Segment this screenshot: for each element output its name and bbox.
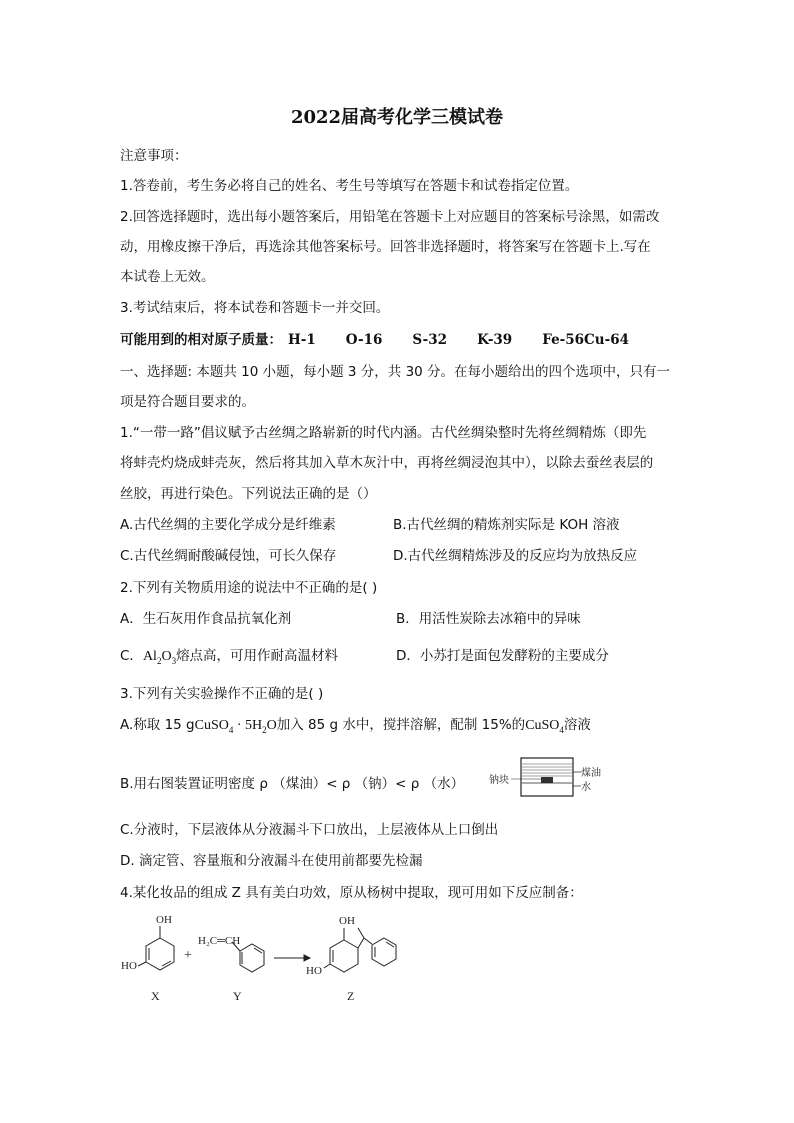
atomic-mass-label: 可能用到的相对原子质量： xyxy=(120,332,282,348)
note-2-line-3: 本试卷上无效。 xyxy=(120,269,215,285)
molecule-z xyxy=(324,928,396,972)
reaction-scheme xyxy=(118,908,418,1008)
x-oh-top: OH xyxy=(156,914,172,926)
q2-option-b: B．用活性炭除去冰箱中的异味 xyxy=(396,611,581,627)
label-z: Z xyxy=(347,989,355,1003)
label-x: X xyxy=(151,989,160,1003)
atomic-mass-s: S-32 xyxy=(412,332,448,348)
q2-c-prefix: C． xyxy=(120,648,143,664)
q3-option-c: C.分液时，下层液体从分液漏斗下口放出，上层液体从上口倒出 xyxy=(120,822,499,838)
q3-a-formula-2 xyxy=(525,718,564,733)
atomic-mass-fe-cu: Fe-56Cu-64 xyxy=(542,332,629,348)
q3-a-formula-1 xyxy=(195,718,277,733)
reaction-arrow xyxy=(274,955,310,961)
atomic-mass-h: H-1 xyxy=(288,332,316,348)
q3-a-end: 溶液 xyxy=(563,717,591,733)
q1-option-d: D.古代丝绸精炼涉及的反应均为放热反应 xyxy=(393,548,638,564)
q2-option-c xyxy=(120,646,338,671)
q1-stem-line-3: 丝胶，再进行染色。下列说法正确的是（） xyxy=(120,486,377,502)
q2-c-formula xyxy=(143,649,176,664)
q2-stem: 2.下列有关物质用途的说法中不正确的是( ) xyxy=(120,580,378,596)
note-2-line-2: 动，用橡皮擦干净后，再选涂其他答案标号。回答非选择题时，将答案写在答题卡上.写在 xyxy=(120,239,651,255)
q3-a-cuso-2: CuSO xyxy=(525,718,560,733)
q2-option-a: A．生石灰用作食品抗氧化剂 xyxy=(120,611,292,627)
notes-heading: 注意事项： xyxy=(120,148,188,164)
beaker-diagram xyxy=(489,752,629,800)
q3-a-sub-4: 4 xyxy=(228,724,234,735)
x-oh-left: HO xyxy=(121,960,137,972)
q3-a-sub-4b: 4 xyxy=(559,724,564,735)
atomic-mass-o: O-16 xyxy=(345,332,383,348)
q3-a-mid: 加入 85 g 水中，搅拌溶解，配制 15%的 xyxy=(276,717,526,733)
q2-c-sub-3: 3 xyxy=(171,655,177,666)
plus-sign: + xyxy=(184,948,192,963)
q1-option-c: C.古代丝绸耐酸碱侵蚀，可长久保存 xyxy=(120,548,337,564)
q3-a-o: O xyxy=(266,718,277,733)
q2-c-o: O xyxy=(161,649,172,664)
label-sodium: 钠块 xyxy=(489,775,509,786)
atomic-mass-k: K-39 xyxy=(477,332,513,348)
label-kerosene: 煤油 xyxy=(581,768,601,779)
q3-stem: 3.下列有关实验操作不正确的是( ) xyxy=(120,686,324,702)
q1-option-b: B.古代丝绸的精炼剂实际是 KOH 溶液 xyxy=(393,517,620,533)
y-vinyl-group: H₂C═CH xyxy=(198,935,241,947)
section-1-line-1: 一、选择题: 本题共 10 小题，每小题 3 分，共 30 分。在每小题给出的四个选项中，只有一 xyxy=(120,364,671,380)
q3-option-d: D. 滴定管、容量瓶和分液漏斗在使用前都要先检漏 xyxy=(120,853,423,869)
q3-option-b: B.用右图装置证明密度 ρ （煤油）< ρ （钠）< ρ （水） xyxy=(120,776,465,792)
section-1-line-2: 项是符合题目要求的。 xyxy=(120,394,255,410)
label-y: Y xyxy=(233,989,242,1003)
q2-c-al: Al xyxy=(142,649,157,664)
label-water: 水 xyxy=(581,782,591,793)
note-2-line-1: 2.回答选择题时，选出每小题答案后，用铅笔在答题卡上对应题目的答案标号涂黑，如需改 xyxy=(120,209,660,225)
q2-c-text: 熔点高，可用作耐高温材料 xyxy=(176,648,339,664)
z-oh-top: OH xyxy=(339,915,355,927)
sodium-block xyxy=(541,777,553,783)
q4-stem: 4.某化妆品的组成 Z 具有美白功效，原从杨树中提取，现可用如下反应制备： xyxy=(120,885,583,901)
z-oh-left: HO xyxy=(306,965,322,977)
atomic-mass-line xyxy=(120,330,659,350)
page-title: 2022届高考化学三模试卷 xyxy=(290,107,504,128)
note-3: 3.考试结束后，将本试卷和答题卡一并交回。 xyxy=(120,300,390,316)
q1-option-a: A.古代丝绸的主要化学成分是纤维素 xyxy=(120,517,336,533)
molecule-x xyxy=(138,926,174,970)
q3-a-sub-2: 2 xyxy=(262,724,267,735)
q3-a-cuso: CuSO xyxy=(194,718,229,733)
note-1: 1.答卷前，考生务必将自己的姓名、考生号等填写在答题卡和试卷指定位置。 xyxy=(120,178,579,194)
q2-option-d: D．小苏打是面包发酵粉的主要成分 xyxy=(396,648,609,664)
q3-a-hydrate: · 5H xyxy=(233,718,263,733)
q1-stem-line-1: 1.“一带一路”倡议赋予古丝绸之路崭新的时代内涵。古代丝绸染整时先将丝绸精炼（即先 xyxy=(120,425,647,441)
q3-a-prefix: A.称取 15 g xyxy=(120,717,195,733)
q1-stem-line-2: 将蚌壳灼烧成蚌壳灰，然后将其加入草木灰汁中，再将丝绸浸泡其中），以除去蚕丝表层的 xyxy=(120,455,654,471)
q3-option-a xyxy=(120,715,591,740)
q2-c-sub-2: 2 xyxy=(156,655,162,666)
